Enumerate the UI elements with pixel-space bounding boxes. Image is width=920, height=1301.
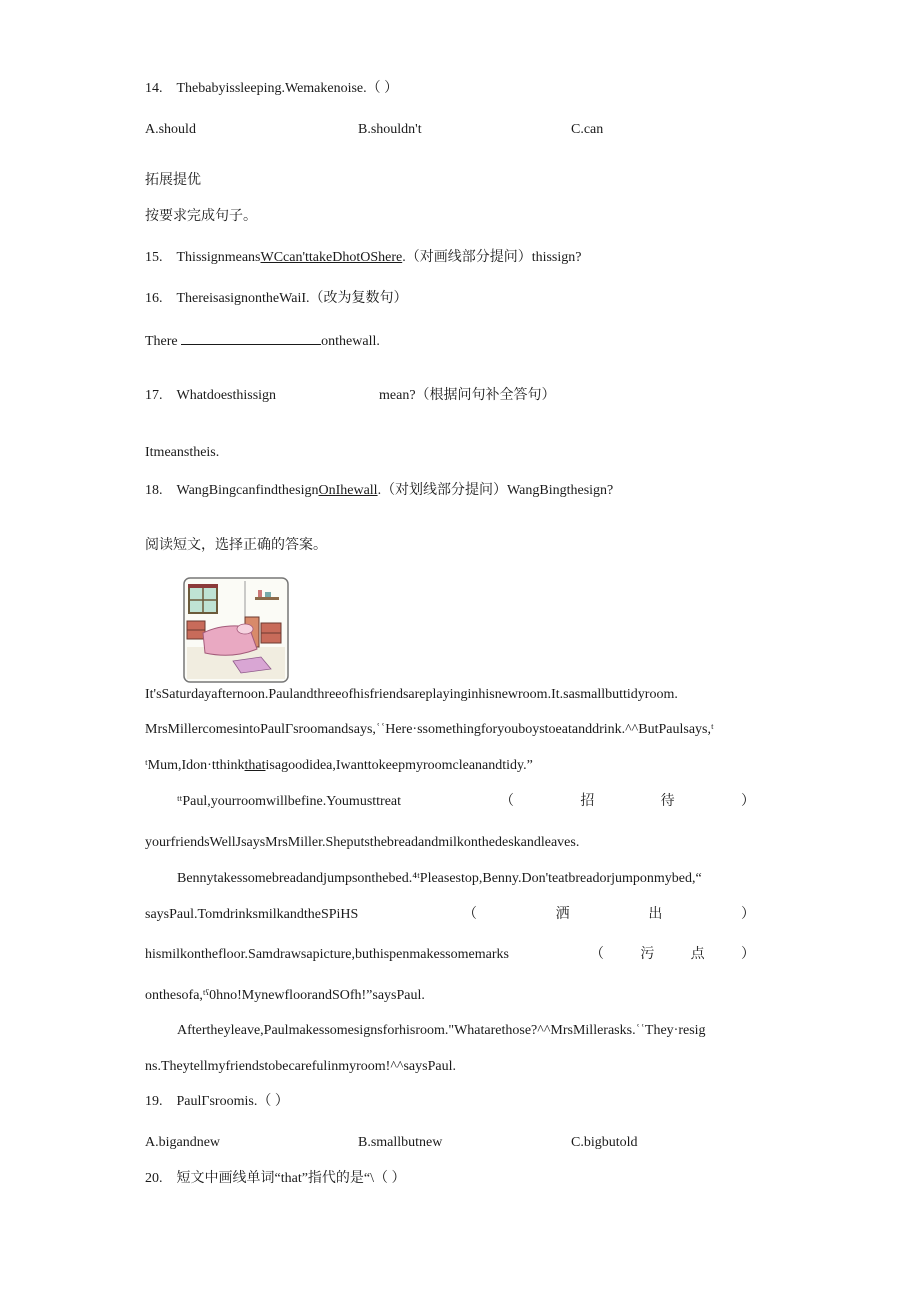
passage-line-3: [145, 757, 533, 775]
passage-line-3-post: isagoodidea,Iwanttokeepmyroomcleanandtidy.”: [265, 758, 533, 773]
gloss-char-2: 出: [648, 907, 663, 922]
q18-text-post: .（对划线部分提问）WangBingthesign?: [377, 483, 614, 498]
q16-blank[interactable]: [181, 332, 321, 345]
q17-text-a: Whatdoesthissign: [176, 388, 277, 403]
q19-option-a: A.bigandnew: [145, 1135, 221, 1150]
gloss-char-2: 点: [690, 947, 705, 962]
passage-line-11: ns.Theytellmyfriendstobecarefulinmyroom!^^saysPaul.: [145, 1059, 456, 1074]
q15-stem: [145, 249, 581, 267]
q14-text: Thebabyissleeping.Wemakenoise.（ ）: [176, 81, 399, 96]
q19-option-b: B.smallbutnew: [358, 1135, 443, 1150]
q17-stem-a: [145, 387, 276, 405]
passage-line-5: yourfriendsWellJsaysMrsMiller.Sheputsthebreadandmilkonthedeskandleaves.: [145, 835, 580, 850]
q16-answer-line: [145, 332, 380, 351]
passage-line-10: Aftertheyleave,Paulmakessomesignsforhisroom."Whatarethose?^^MrsMillerasks.ʿʿThey·resig: [177, 1023, 706, 1038]
passage-line-4: ᵗᵗPaul,yourroomwillbefine.Youmusttreat: [177, 794, 402, 809]
q16-answer-post: onthewall.: [321, 334, 380, 349]
bedroom-illustration-icon: [183, 577, 289, 683]
gloss-close: ）: [740, 794, 755, 809]
q19-stem: [145, 1093, 289, 1111]
q18-number: 18.: [145, 483, 163, 498]
q19-number: 19.: [145, 1094, 163, 1109]
passage-line-3-pre: ᵗMum,Idon·tthink: [145, 758, 245, 773]
q17-number: 17.: [145, 388, 163, 403]
passage-gloss-spill: [463, 906, 755, 924]
q17-answer: Itmeanstheis.: [145, 445, 220, 460]
gloss-close: ）: [740, 947, 755, 962]
q14-option-c: C.can: [571, 122, 604, 137]
q14-option-a: A.should: [145, 122, 196, 137]
gloss-open: （: [590, 947, 604, 962]
gloss-open: （: [463, 907, 477, 922]
passage-line-2: MrsMillercomesintoPaulΓsroomandsays,ʿʿHere·ssomethingforyouboystoeatanddrink.^^ButPaulsays,ᵗ: [145, 722, 714, 737]
passage-line-9: onthesofa,ᵗˤ0hno!MynewfloorandSOfh!”saysPaul.: [145, 988, 425, 1003]
q15-underlined: WCcan'ttakeDhotOShere: [260, 250, 403, 265]
q18-stem: [145, 482, 613, 500]
q15-number: 15.: [145, 250, 163, 265]
q15-text-pre: Thissignmeans: [176, 250, 261, 265]
instruction-complete-sentences: 按要求完成句子。: [145, 209, 257, 224]
section-heading-expand: 拓展提优: [145, 173, 201, 188]
q14-option-b: B.shouldn't: [358, 122, 422, 137]
passage-gloss-marks: [590, 946, 755, 964]
q20-number: 20.: [145, 1171, 163, 1186]
q16-stem: [145, 290, 408, 308]
instruction-reading: 阅读短文，选择正确的答案。: [145, 538, 327, 553]
passage-line-6: Bennytakessomebreadandjumpsonthebed.⁴ᵗPleasestop,Benny.Don'teatbreadorjumponmybed,“: [177, 871, 702, 886]
passage-gloss-treat: [500, 793, 755, 811]
passage-line-1: It'sSaturdayafternoon.Paulandthreeofhisfriendsareplayinginhisnewroom.It.sasmallbuttidyroom.: [145, 687, 678, 702]
gloss-char-1: 招: [580, 794, 595, 809]
q18-underlined: OnIhewall: [318, 483, 378, 498]
q20-stem: [145, 1170, 406, 1188]
q19-option-c: C.bigbutold: [571, 1135, 638, 1150]
q15-text-post: .（对画线部分提问）thissign?: [402, 250, 582, 265]
q20-text: 短文中画线单词“that”指代的是“\（ ）: [176, 1171, 406, 1186]
gloss-close: ）: [740, 907, 755, 922]
q16-answer-pre: There: [145, 334, 178, 349]
q17-text-b: mean?（根据问句补全答句）: [379, 388, 556, 403]
q14-number: 14.: [145, 81, 163, 96]
q18-text-pre: WangBingcanfindthesign: [176, 483, 319, 498]
passage-line-7: saysPaul.TomdrinksmilkandtheSPiHS: [145, 907, 359, 922]
q16-number: 16.: [145, 291, 163, 306]
gloss-char-2: 待: [660, 794, 675, 809]
passage-underlined-that: that: [244, 758, 266, 773]
gloss-open: （: [500, 794, 514, 809]
passage-line-8: hismilkonthefloor.Samdrawsapicture,buthispenmakessomemarks: [145, 947, 509, 962]
q19-text: PaulΓsroomis.（ ）: [176, 1094, 289, 1109]
gloss-char-1: 洒: [555, 907, 570, 922]
q16-text: ThereisasignontheWaiI.（改为复数句）: [176, 291, 408, 306]
gloss-char-1: 污: [640, 947, 655, 962]
q14-stem: [145, 80, 398, 98]
